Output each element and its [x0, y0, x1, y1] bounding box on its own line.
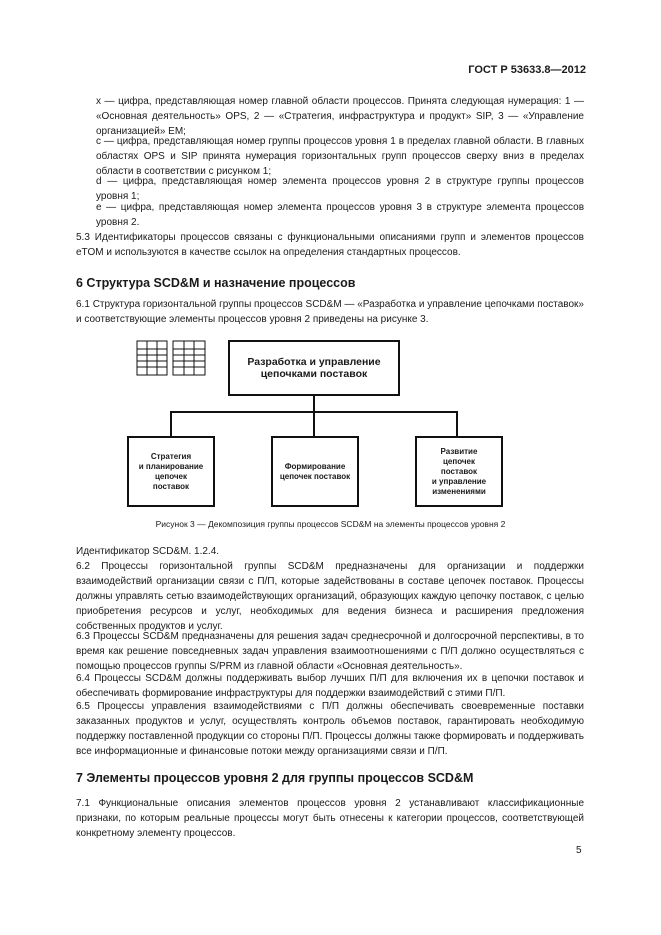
figure-child-line: изменениями	[432, 486, 486, 496]
figure-child-line: поставок	[152, 481, 190, 491]
figure-top-box	[228, 340, 400, 396]
figure-child-line: Развитие	[440, 446, 478, 456]
connector	[313, 411, 315, 437]
figure-top-line: цепочками поставок	[260, 368, 368, 380]
connector	[170, 411, 172, 437]
figure-child-line: поставок	[440, 466, 478, 476]
list-item-d: d — цифра, представляющая номер элемента процессов уровня 2 в структуре группы процессов уровня 1;	[96, 176, 584, 202]
figure-caption: Рисунок 3 — Декомпозиция группы процессов SCD&M на элементы процессов уровня 2	[155, 519, 506, 529]
section-7-title: 7 Элементы процессов уровня 2 для группы процессов SCD&M	[76, 771, 474, 785]
paragraph-6-1: 6.1 Структура горизонтальной группы процессов SCD&M — «Разработка и управление цепочками поставок» и соответствующие элементы процессов уровня 2 приведены на рисунке 3.	[76, 299, 584, 325]
paragraph-5-3: 5.3 Идентификаторы процессов связаны с функциональными описаниями групп и элементов процессов eTOM и используются в качестве ссылок на определения стандартных процессов.	[76, 232, 584, 258]
table-icon	[136, 340, 208, 376]
list-item	[76, 94, 584, 139]
connector	[456, 411, 458, 437]
figure-child-box-strategy	[127, 436, 215, 507]
figure-child-line: цепочек поставок	[279, 471, 351, 481]
page-number: 5	[576, 845, 582, 856]
figure-child-box-development	[415, 436, 503, 507]
paragraph-6-5: 6.5 Процессы управления взаимодействиями с П/П должны обеспечивать своевременные поставки заказанных продуктов и услуг, осуществлять контроль объемов поставок, гарантировать необходимую поддержку поставленной продукции со стороны П/П. Процессы должны также формировать и поддерживать все информационные и финансовые потоки между организациями связи и П/П.	[76, 701, 584, 757]
document-header: ГОСТ Р 53633.8—2012	[468, 64, 586, 76]
list-item-e: e — цифра, представляющая номер элемента процессов уровня 3 в структуре элемента процессов уровня 2.	[96, 202, 584, 228]
figure-child-line: Формирование	[284, 461, 346, 471]
figure-child-line: цепочек	[155, 471, 187, 481]
paragraph-6-2: 6.2 Процессы горизонтальной группы SCD&M предназначены для организации и поддержки взаимодействий организации связи с П/П, которые задействованы в составе цепочек поставок. Процессы должны управлять сетью взаимодействующих организаций, образующих каждую цепочку поставок, с целью приобретения ресурсов и услуг, необходимых для ведения бизнеса и расширения предложения собственных продуктов и услуг.	[76, 561, 584, 632]
paragraph-6-4: 6.4 Процессы SCD&M должны поддерживать выбор лучших П/П для включения их в цепочки поставок и обеспечивать формирование инфраструктуры для поддержки взаимодействий с этими П/П.	[76, 673, 584, 699]
paragraph-7-1: 7.1 Функциональные описания элементов процессов уровня 2 устанавливают классификационные признаки, по которым реальные процессы могут быть отнесены к категории процессов, соответствующей конкретному элементу процессов.	[76, 798, 584, 839]
section-6-title: 6 Структура SCD&M и назначение процессов	[76, 276, 356, 290]
list-item-c: c — цифра, представляющая номер группы процессов уровня 1 в пределах главной области. В главных областях OPS и SIP принята нумерация горизонтальных групп процессов сверху вниз в пределах области в соответствии с рисунком 1;	[96, 136, 584, 177]
identifier-line: Идентификатор SCD&M. 1.2.4.	[76, 546, 220, 557]
figure-child-box-formation	[271, 436, 359, 507]
paragraph-6-3: 6.3 Процессы SCD&M предназначены для решения задач среднесрочной и долгосрочной перспективы, в то время как решение повседневных задач управления взаимоотношениями с П/П должно осуществляться с помощью процессов группы S/PRM из главной области «Основная деятельность».	[76, 631, 584, 672]
figure-child-line: и управление	[431, 476, 487, 486]
figure-child-line: и планирование	[138, 461, 204, 471]
figure-child-line: Стратегия	[150, 451, 192, 461]
figure-child-line: цепочек	[443, 456, 475, 466]
figure-top-line: Разработка и управление	[247, 356, 381, 368]
connector	[313, 396, 315, 412]
list-item-x: x — цифра, представляющая номер главной области процессов. Принята следующая нумерация: 1 — «Основная деятельность» OPS, 2 — «Стратегия, инфраструктура и продукт» SIP, 3 — «Управление организацией» EM;	[96, 96, 584, 137]
